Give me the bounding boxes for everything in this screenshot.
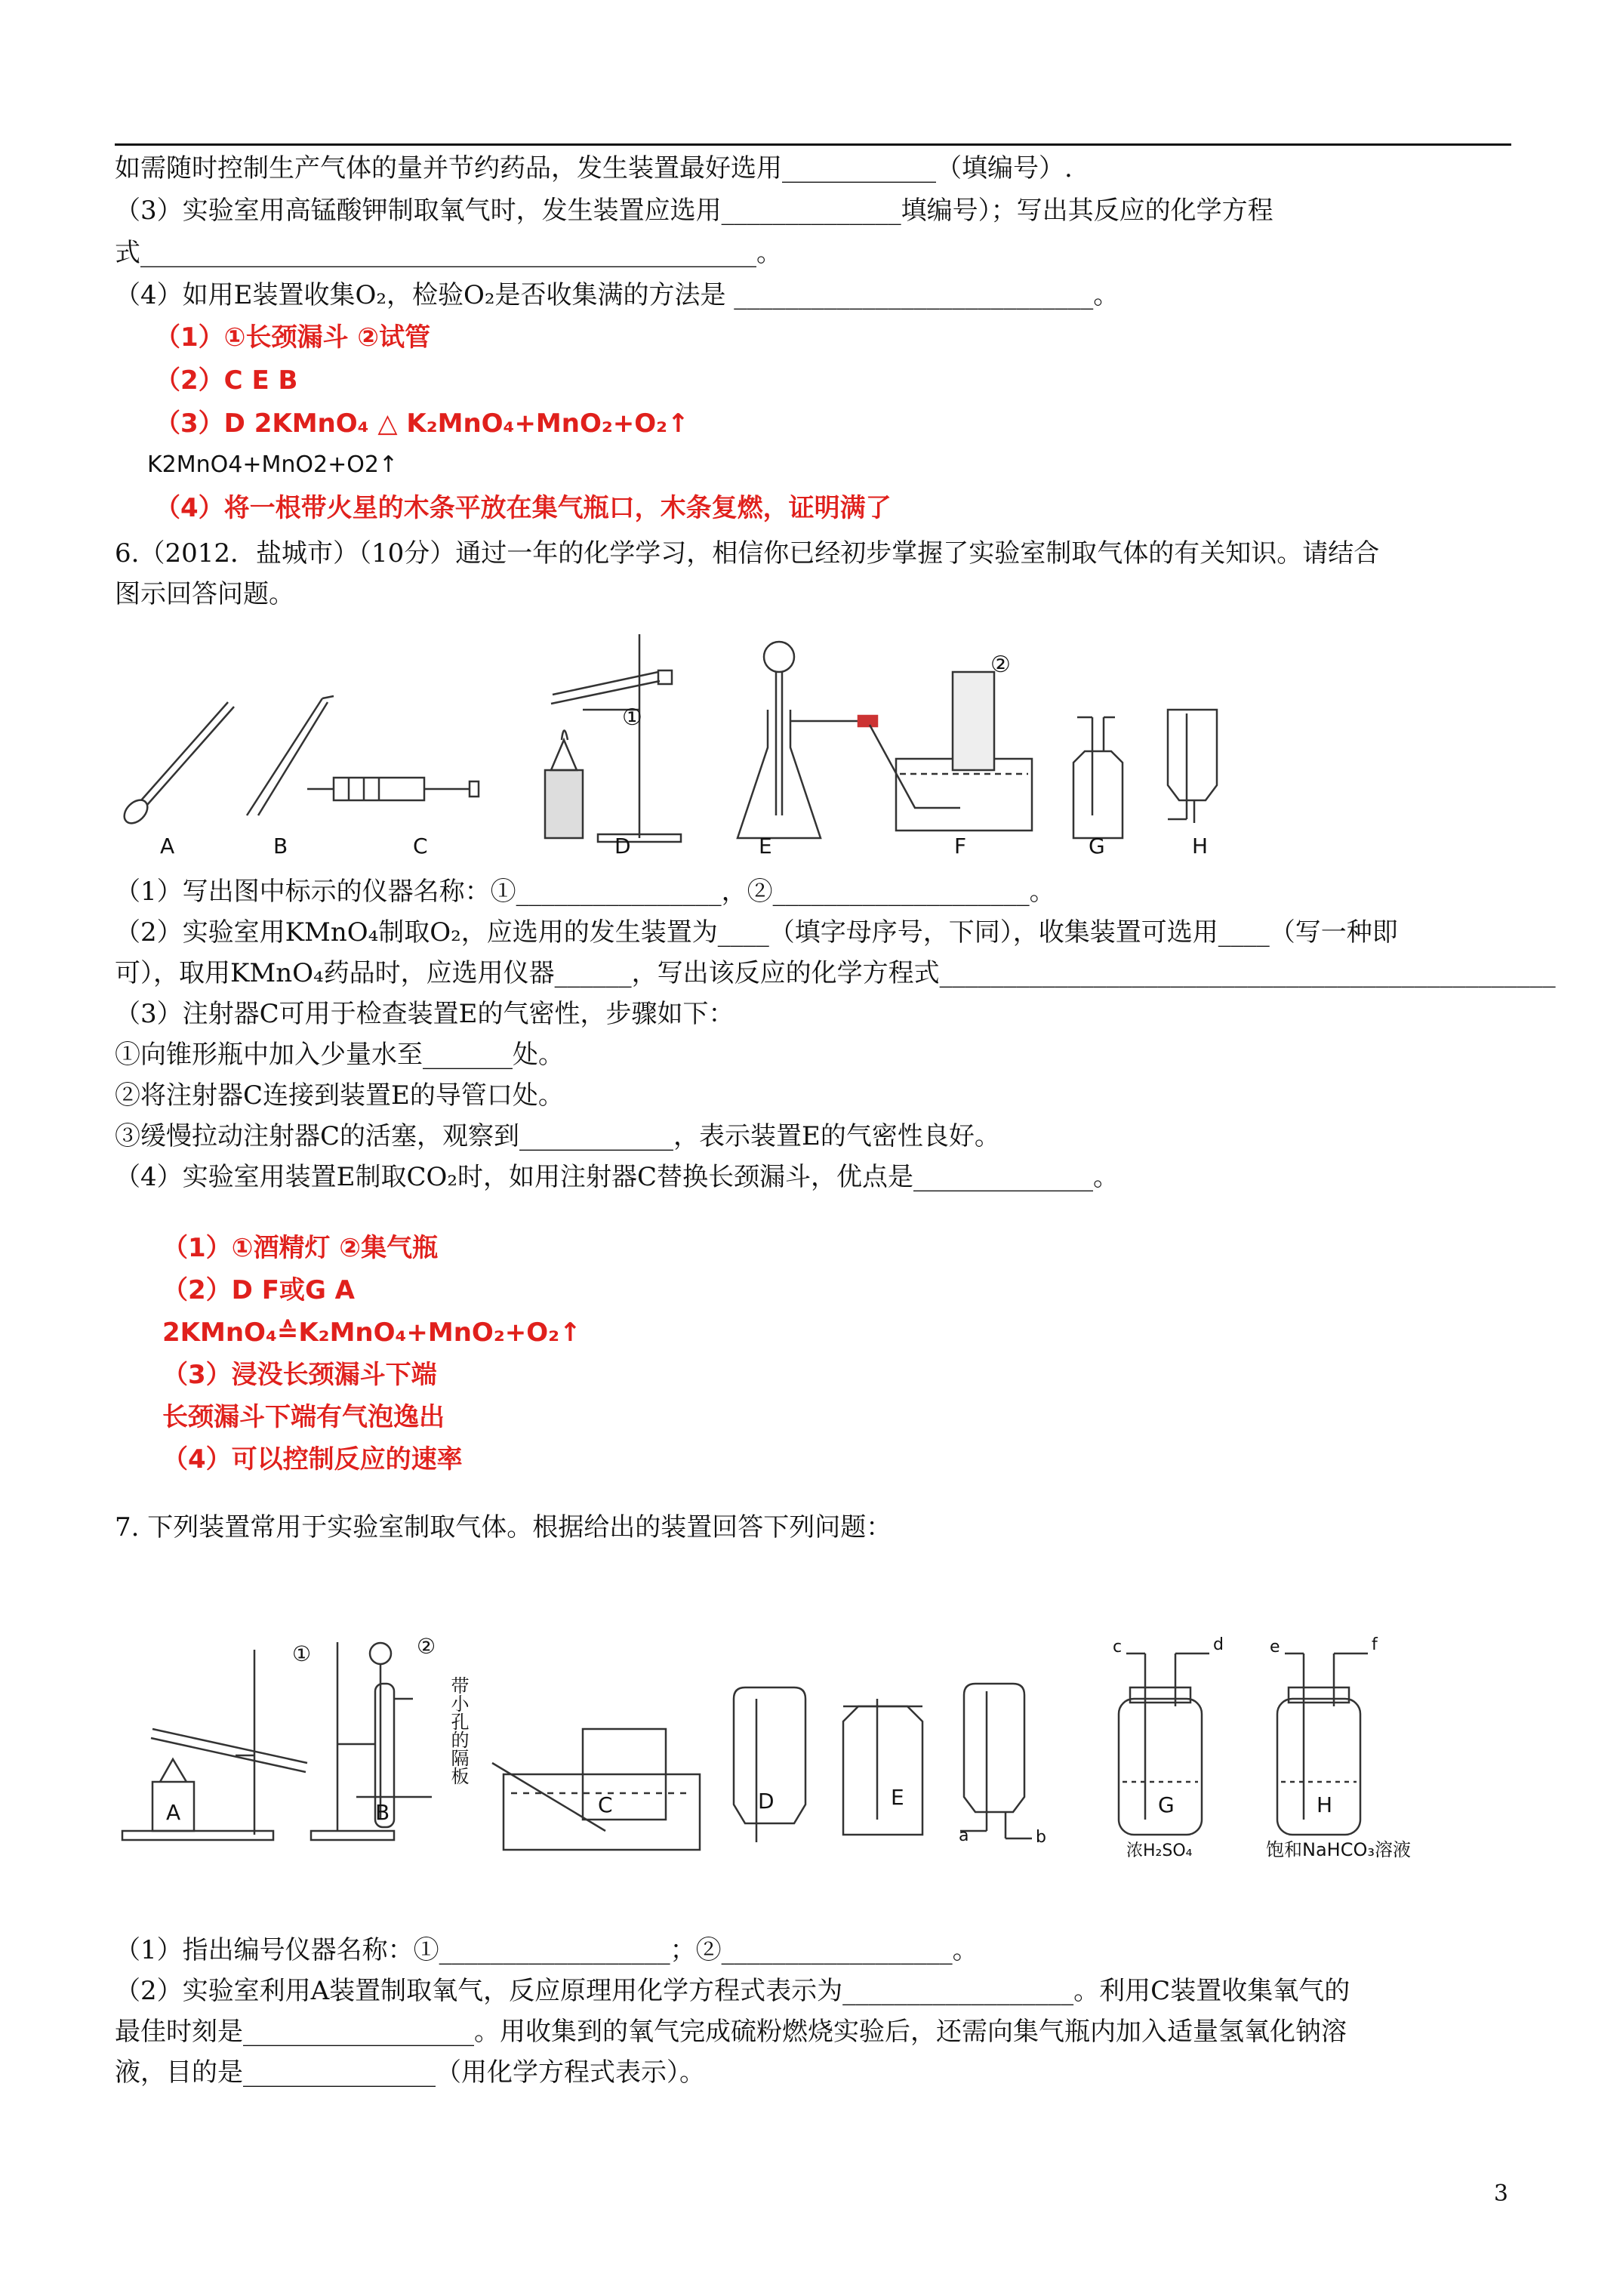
q6-answer-4: （3）浸没长颈漏斗下端 xyxy=(162,1360,437,1390)
fig7-label-b: B xyxy=(375,1800,390,1825)
heating-setup-icon xyxy=(545,634,681,842)
q6-answer-2: （2）D F或G A xyxy=(162,1275,355,1305)
q5-line-1: 如需随时控制生产气体的量并节约药品，发生装置最好选用____________（填编号）. xyxy=(115,153,1073,183)
q7-intro: 7. 下列装置常用于实验室制取气体。根据给出的装置回答下列问题： xyxy=(115,1512,892,1542)
fig7-port-f: f xyxy=(1372,1635,1378,1654)
q6-line-3: （3）注射器C可用于检查装置E的气密性，步骤如下： xyxy=(115,999,735,1029)
q6-line-3c: ③缓慢拉动注射器C的活塞，观察到____________，表示装置E的气密性良好。 xyxy=(115,1121,1000,1151)
q6-intro-2: 图示回答问题。 xyxy=(115,579,294,609)
q6-answer-3: 2KMnO₄≙K₂MnO₄+MnO₂+O₂↑ xyxy=(162,1318,581,1348)
q6-answer-1: （1）①酒精灯 ②集气瓶 xyxy=(162,1233,439,1263)
fig6-mark-1: ① xyxy=(622,704,642,731)
q6-answer-5: 长颈漏斗下端有气泡逸出 xyxy=(162,1402,445,1432)
fig7-port-c: c xyxy=(1113,1638,1123,1657)
fig6-label-e: E xyxy=(759,834,772,858)
top-rule xyxy=(115,143,1511,146)
fig6-label-a: A xyxy=(160,834,175,858)
q5-line-3: （3）实验室用高锰酸钾制取氧气时，发生装置应选用______________填编号）；写出其反应的化学方程 xyxy=(115,196,1273,226)
fig6-mark-2: ② xyxy=(990,652,1011,678)
fig6-label-g: G xyxy=(1089,834,1105,858)
q6-line-1: （1）写出图中标示的仪器名称：①________________，②____________________。 xyxy=(115,877,1055,907)
inverted-bottle-f-icon xyxy=(960,1684,1032,1838)
q5-line-3b: 式________________________________________________。 xyxy=(115,238,782,268)
q5-answer-1: （1）①长颈漏斗 ②试管 xyxy=(155,322,431,353)
q5-line-4: （4）如用E装置收集O₂，检验O₂是否收集满的方法是 ____________________________。 xyxy=(115,280,1119,310)
fig6-label-c: C xyxy=(413,834,428,858)
fig7-g-caption: 浓H₂SO₄ xyxy=(1126,1841,1193,1860)
fig7-port-e: e xyxy=(1270,1638,1280,1657)
fig7-label-c: C xyxy=(598,1792,613,1817)
fig7-h-caption: 饱和NaHCO₃溶液 xyxy=(1266,1839,1411,1860)
fig7-mark-1: ① xyxy=(292,1641,312,1666)
tube-with-funnel-b-icon xyxy=(311,1642,432,1840)
fig7-label-h: H xyxy=(1317,1792,1333,1817)
q5-answer-3b: K2MnO4+MnO2+O2↑ xyxy=(147,451,399,478)
q6-line-4: （4）实验室用装置E制取CO₂时，如用注射器C替换长颈漏斗，优点是______________。 xyxy=(115,1162,1119,1192)
syringe-icon xyxy=(307,778,479,800)
q6-apparatus-figure xyxy=(115,627,1292,861)
fig7-port-b: b xyxy=(1036,1828,1046,1847)
q5-answer-2: （2）C E B xyxy=(155,365,298,396)
q5-answer-3: （3）D 2KMnO₄ △ K₂MnO₄+MnO₂+O₂↑ xyxy=(155,408,689,439)
flask-with-funnel-icon xyxy=(738,642,877,838)
q7-line-1: （1）指出编号仪器名称：①__________________；②__________________。 xyxy=(115,1935,978,1965)
q7-line-2c: 液，目的是_______________（用化学方程式表示）。 xyxy=(115,2057,705,2088)
water-trough-c-icon xyxy=(492,1729,700,1850)
q7-apparatus-figure xyxy=(115,1616,1413,1865)
gas-bottle-g-icon xyxy=(1073,717,1123,838)
fig7-label-a: A xyxy=(166,1800,181,1825)
fig6-label-f: F xyxy=(954,834,967,858)
fig6-label-d: D xyxy=(614,834,631,858)
water-trough-icon xyxy=(870,672,1032,831)
q5-answer-4: （4）将一根带火星的木条平放在集气瓶口，木条复燃，证明满了 xyxy=(155,493,892,523)
fig7-mark-2: ② xyxy=(417,1634,436,1659)
q6-line-2b: 可），取用KMnO₄药品时，应选用仪器______，写出该反应的化学方程式________________________________________________ xyxy=(115,958,1556,988)
fig7-port-a: a xyxy=(959,1826,969,1845)
q6-line-3b: ②将注射器C连接到装置E的导管口处。 xyxy=(115,1080,564,1111)
fig7-label-e: E xyxy=(891,1785,904,1810)
inverted-bottle-d-icon xyxy=(734,1687,805,1842)
spoon-icon xyxy=(120,702,234,827)
q6-intro: 6.（2012．盐城市）（10分）通过一年的化学学习，相信你已经初步掌握了实验室制取气体的有关知识。请结合 xyxy=(115,538,1380,569)
fig7-label-g: G xyxy=(1158,1792,1175,1817)
fig7-port-d: d xyxy=(1213,1635,1224,1654)
bottle-e-icon xyxy=(843,1699,922,1835)
gas-bottle-h-icon xyxy=(1168,710,1217,823)
fig6-label-b: B xyxy=(273,834,288,858)
q7-line-2b: 最佳时刻是__________________。用收集到的氧气完成硫粉燃烧实验后，还需向集气瓶内加入适量氢氧化钠溶 xyxy=(115,2017,1347,2047)
q6-line-2: （2）实验室用KMnO₄制取O₂，应选用的发生装置为____（填字母序号，下同），收集装置可选用____（写一种即 xyxy=(115,917,1398,948)
fig7-label-d: D xyxy=(758,1789,775,1814)
fig7-partition-label: 带小孔的隔板 xyxy=(448,1676,469,1785)
heating-setup-a-icon xyxy=(122,1650,307,1840)
q6-line-3a: ①向锥形瓶中加入少量水至_______处。 xyxy=(115,1040,564,1070)
q6-answer-6: （4）可以控制反应的速率 xyxy=(162,1444,463,1475)
q7-line-2: （2）实验室利用A装置制取氧气，反应原理用化学方程式表示为__________________。利用C装置收集氧气的 xyxy=(115,1976,1350,2006)
page-number: 3 xyxy=(1493,2180,1508,2207)
fig6-label-h: H xyxy=(1192,834,1209,858)
tweezers-icon xyxy=(247,696,334,815)
